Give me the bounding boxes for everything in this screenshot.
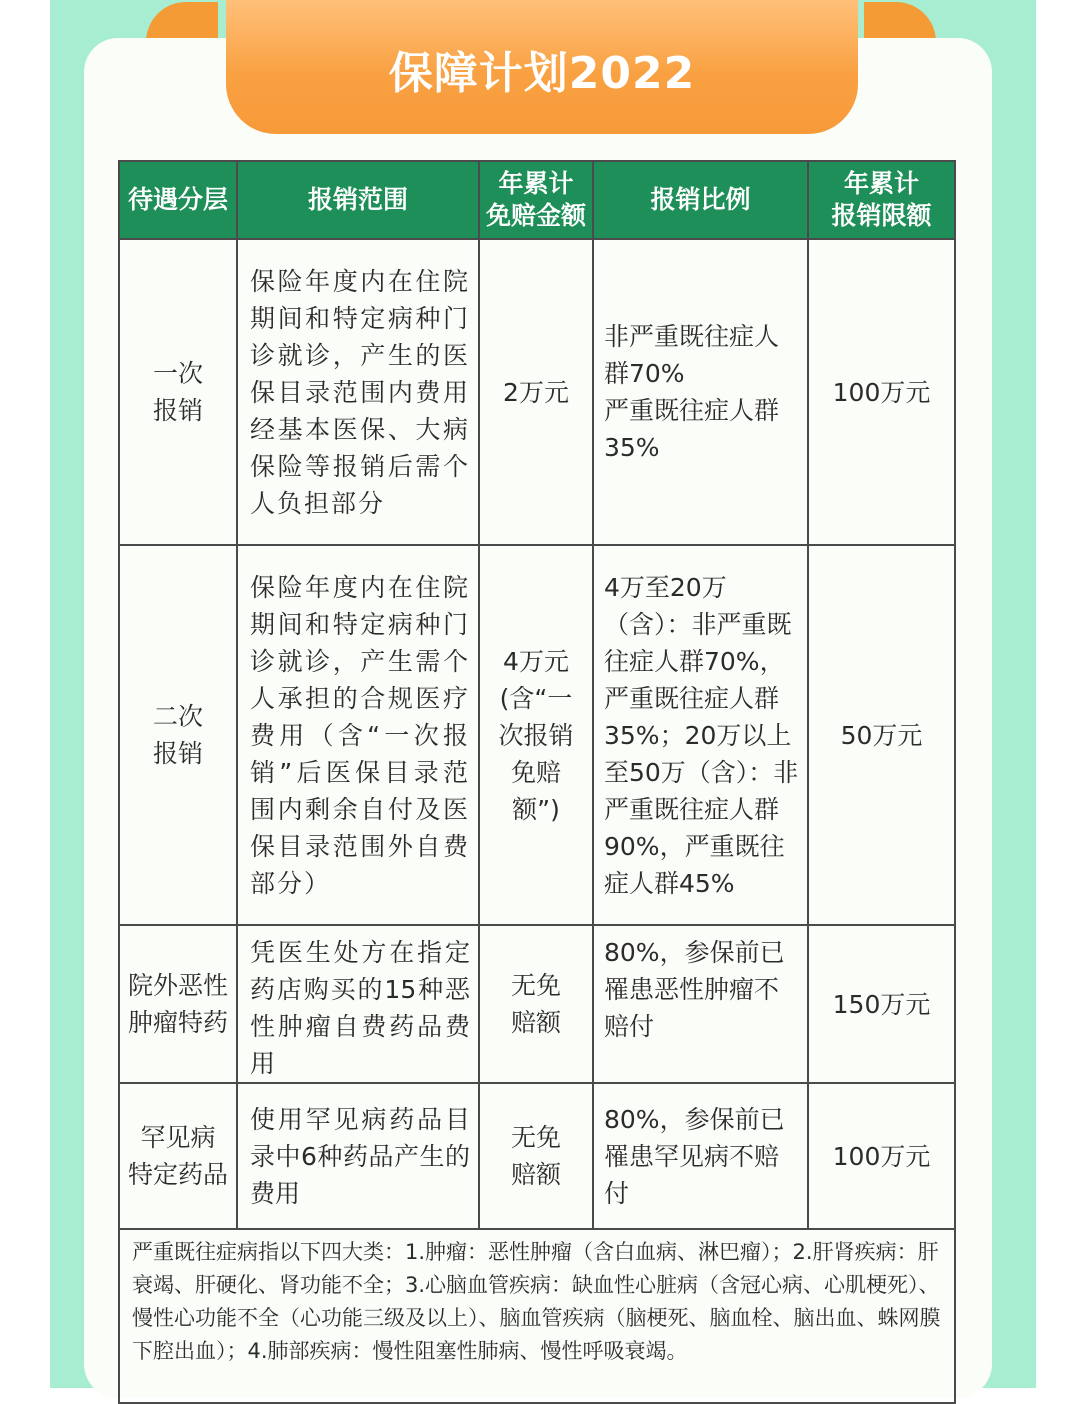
row-tier: 二次 报销: [119, 545, 237, 925]
table-footnote: 严重既往症病指以下四大类：1.肿瘤：恶性肿瘤（含白血病、淋巴瘤）；2.肝肾疾病：肝衰竭、肝硬化、肾功能不全；3.心脑血管疾病：缺血性心脏病（含冠心病、心肌梗死）、慢性心功能不全（心功能三级及以上）、脑血管疾病（脑梗死、脑血栓、脑出血、蛛网膜下腔出血）；4.肺部疾病：慢性阻塞性肺病、慢性呼吸衰竭。: [119, 1229, 955, 1403]
row-limit: 100万元: [808, 239, 955, 545]
table-row: [119, 1083, 955, 1229]
row-scope: 保险年度内在住院期间和特定病种门诊就诊，产生的医保目录范围内费用经基本医保、大病保险等报销后需个人负担部分: [237, 239, 479, 545]
header-limit: 年累计 报销限额: [808, 161, 955, 239]
row-ratio: 4万至20万（含）：非严重既往症人群70%，严重既往症人群35%；20万以上至50万（含）：非严重既往症人群90%，严重既往症人群45%: [593, 545, 808, 925]
row-tier: 一次 报销: [119, 239, 237, 545]
header-tier: 待遇分层: [119, 161, 237, 239]
row-deductible: 无免 赔额: [479, 925, 593, 1083]
row-deductible: 无免 赔额: [479, 1083, 593, 1229]
table-row: [119, 239, 955, 545]
table-row: [119, 545, 955, 925]
table-header-row: [119, 161, 955, 239]
header-scope: 报销范围: [237, 161, 479, 239]
row-scope: 保险年度内在住院期间和特定病种门诊就诊，产生需个人承担的合规医疗费用（含“一次报销”后医保目录范围内剩余自付及医保目录范围外自费部分）: [237, 545, 479, 925]
header-deductible: 年累计 免赔金额: [479, 161, 593, 239]
row-tier: 院外恶性 肿瘤特药: [119, 925, 237, 1083]
table-note-row: [119, 1229, 955, 1403]
row-deductible: 4万元 (含“一 次报销 免赔 额”): [479, 545, 593, 925]
row-limit: 150万元: [808, 925, 955, 1083]
title-banner: [226, 0, 858, 134]
row-limit: 50万元: [808, 545, 955, 925]
table-row: [119, 925, 955, 1083]
coverage-table: [118, 160, 956, 1404]
row-ratio: 非严重既往症人群70% 严重既往症人群35%: [593, 239, 808, 545]
row-tier: 罕见病 特定药品: [119, 1083, 237, 1229]
header-ratio: 报销比例: [593, 161, 808, 239]
row-scope: 凭医生处方在指定药店购买的15种恶性肿瘤自费药品费用: [237, 925, 479, 1083]
page-title: 保障计划2022: [388, 48, 696, 99]
row-limit: 100万元: [808, 1083, 955, 1229]
row-ratio: 80%，参保前已罹患罕见病不赔付: [593, 1083, 808, 1229]
row-scope: 使用罕见病药品目录中6种药品产生的费用: [237, 1083, 479, 1229]
row-ratio: 80%，参保前已罹患恶性肿瘤不赔付: [593, 925, 808, 1083]
row-deductible: 2万元: [479, 239, 593, 545]
